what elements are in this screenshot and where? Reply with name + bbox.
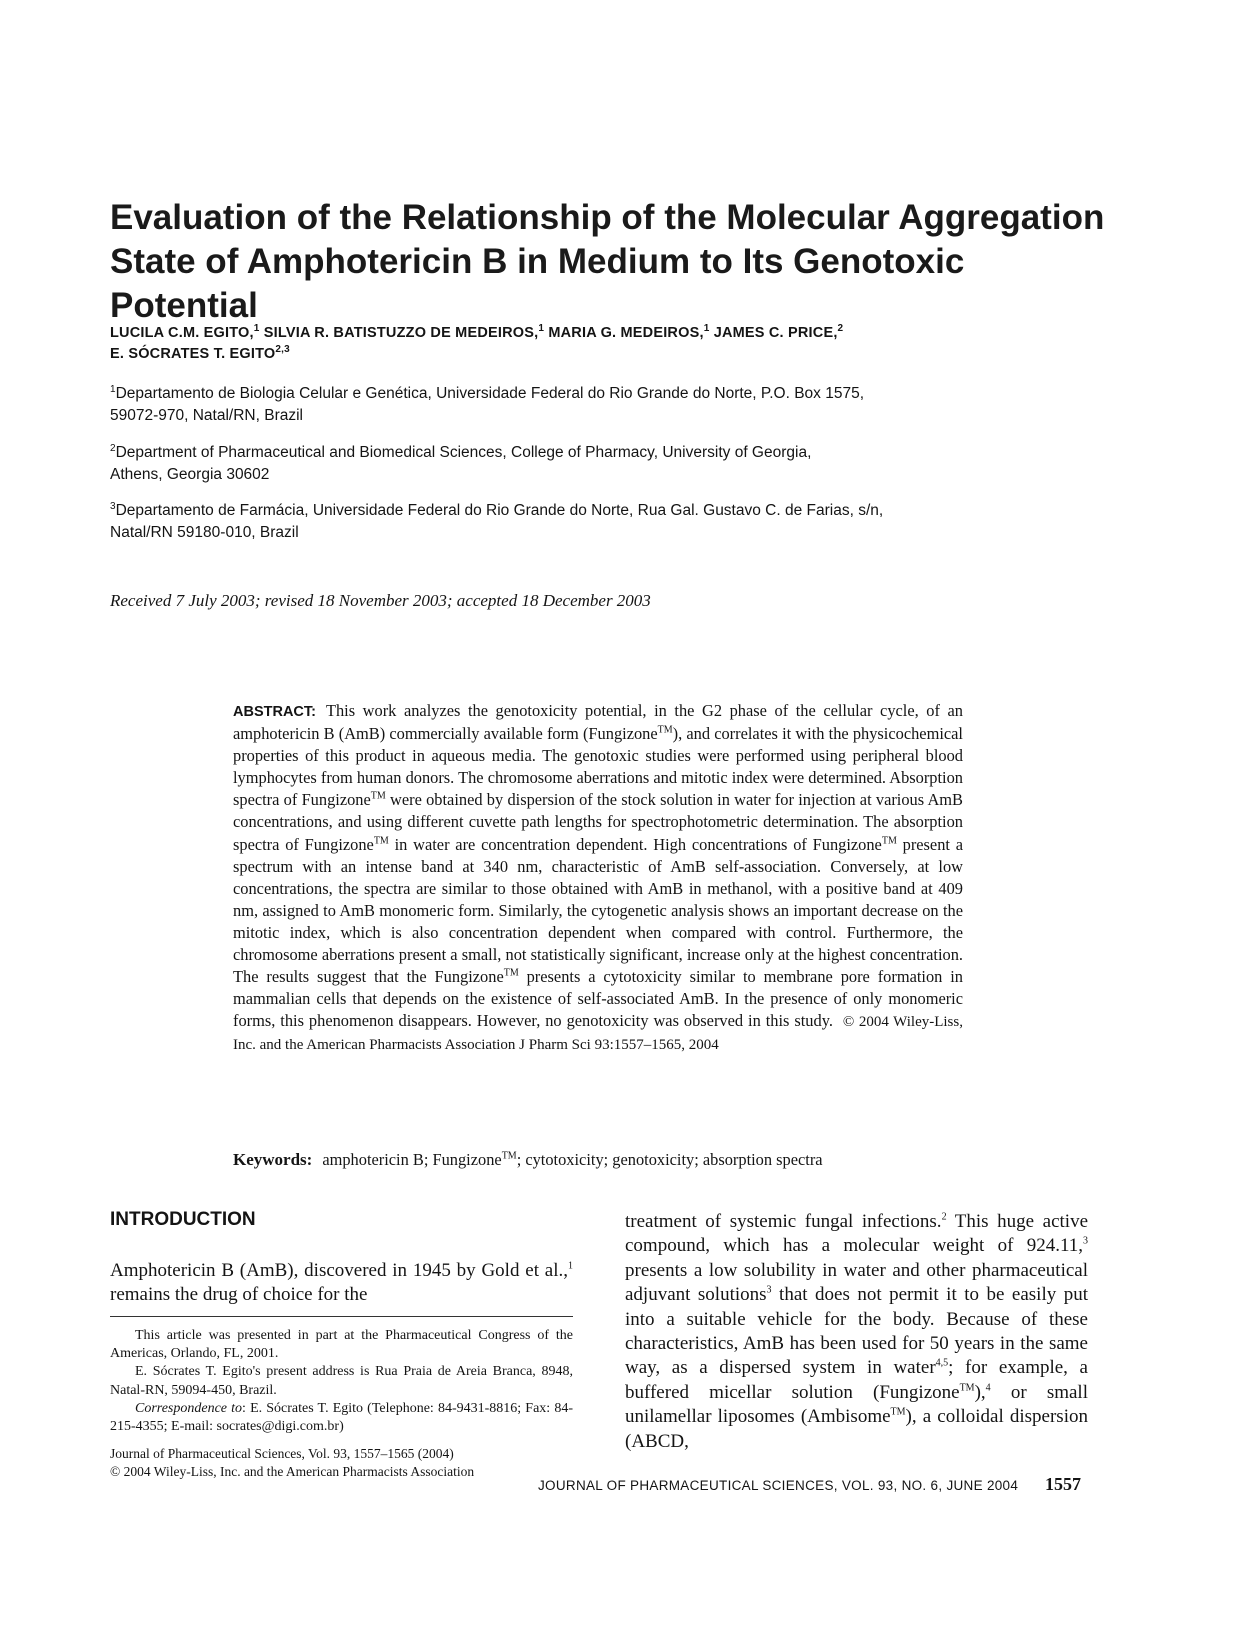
affiliation-2-marker: 2 (110, 442, 116, 454)
trademark-mark: TM (890, 1406, 906, 1418)
page-number: 1557 (1045, 1474, 1081, 1494)
intro-right-text-1: treatment of systemic fungal infections. (625, 1211, 942, 1232)
keywords (233, 1149, 963, 1171)
abstract-text-4: in water are concentration dependent. High concentrations of Fungizone (388, 834, 882, 854)
affiliation-2-line-2: Athens, Georgia 30602 (110, 466, 270, 483)
citation-ref: 4 (985, 1382, 991, 1394)
trademark-mark: TM (370, 790, 386, 802)
affiliation-2 (110, 442, 1120, 486)
abstract-text-2: ), and correlates it with the physicochemical properties of this product in aqueous media. The genotoxic studies were performed using peripheral blood lymphocytes from human donors. The chromosome aberrations and mitotic index were determined. Absorption spectra of Fungizone (233, 724, 963, 810)
affiliation-1-line-1: Departamento de Biologia Celular e Genética, Universidade Federal do Rio Grande do Norte, P.O. Box 1575, (115, 385, 865, 402)
title-line-2: State of Amphotericin B in Medium to Its Genotoxic Potential (110, 242, 965, 325)
journal-citation (110, 1445, 573, 1480)
intro-right-text-3: presents a low solubility in water and other pharmaceutical adjuvant solutions (625, 1259, 1088, 1306)
journal-copyright-line: © 2004 Wiley-Liss, Inc. and the American Pharmacists Association (110, 1463, 475, 1479)
intro-right-text-2: This huge active compound, which has a molecular weight of 924.11, (625, 1211, 1088, 1257)
footnotes (110, 1327, 573, 1436)
author-4-affil: 2 (837, 323, 844, 335)
trademark-mark: TM (959, 1382, 975, 1394)
abstract-label: ABSTRACT: (233, 704, 316, 720)
abstract-text-6: presents a cytotoxicity similar to membrane pore formation in mammalian cells that depends on the existence of self-associated AmB. In the presence of only monomeric forms, this phenomenon disappears. However, no genotoxicity was observed in this study. (233, 967, 963, 1031)
received-dates: Received 7 July 2003; revised 18 November 2003; accepted 18 December 2003 (110, 591, 651, 610)
footnote-divider (110, 1316, 573, 1317)
intro-right-text-5: ; for example, a buffered micellar solution (Fungizone (625, 1357, 1088, 1403)
affiliation-1-line-2: 59072-970, Natal/RN, Brazil (110, 407, 303, 424)
affiliation-1 (110, 383, 1120, 427)
journal-citation-line: Journal of Pharmaceutical Sciences, Vol. 93, 1557–1565 (2004) (110, 1446, 454, 1461)
author-3: MARIA G. MEDEIROS, (548, 325, 704, 341)
author-2: SILVIA R. BATISTUZZO DE MEDEIROS, (263, 325, 539, 341)
author-5-affil: 2,3 (275, 344, 290, 356)
correspondence-details: : E. Sócrates T. Egito (Telephone: 84-9431-8816; Fax: 84-215-4355; E-mail: socrates@digi.com.br) (110, 1400, 573, 1435)
author-1: LUCILA C.M. EGITO, (110, 325, 254, 341)
affiliation-3-line-2: Natal/RN 59180-010, Brazil (110, 524, 299, 541)
author-3-affil: 1 (703, 323, 710, 335)
citation-ref: 1 (568, 1260, 573, 1272)
author-2-affil: 1 (538, 323, 545, 335)
intro-right-text-8: ), a colloidal dispersion (ABCD, (625, 1406, 1088, 1452)
trademark-mark: TM (501, 1150, 517, 1162)
intro-left-column (110, 1259, 573, 1308)
running-footer: JOURNAL OF PHARMACEUTICAL SCIENCES, VOL. 93, NO. 6, JUNE 2004 (538, 1478, 1019, 1493)
trademark-mark: TM (657, 724, 673, 736)
intro-right-column (625, 1210, 1088, 1454)
footnote-correspondence (110, 1400, 573, 1436)
footnote-address: E. Sócrates T. Egito's present address is Rua Praia de Areia Branca, 8948, Natal-RN, 59094-450, Brazil. (110, 1364, 573, 1398)
intro-left-text-1: Amphotericin B (AmB), discovered in 1945 by Gold et al., (110, 1260, 568, 1281)
author-5: E. SÓCRATES T. EGITO (110, 346, 276, 362)
article-title (110, 196, 1120, 328)
abstract (233, 700, 963, 1057)
affiliation-1-marker: 1 (110, 383, 116, 395)
trademark-mark: TM (503, 967, 519, 979)
footnote-presented: This article was presented in part at the Pharmaceutical Congress of the Americas, Orlando, FL, 2001. (110, 1328, 573, 1362)
keywords-label: Keywords: (233, 1150, 313, 1169)
affiliation-3-line-1: Departamento de Farmácia, Universidade Federal do Rio Grande do Norte, Rua Gal. Gustavo C. de Farias, s/n, (115, 502, 884, 519)
affiliation-3-marker: 3 (110, 500, 116, 512)
trademark-mark: TM (373, 835, 389, 847)
citation-ref: 4,5 (935, 1358, 949, 1370)
intro-right-text-6: ), (974, 1381, 986, 1403)
citation-ref: 3 (1083, 1236, 1088, 1248)
author-1-affil: 1 (253, 323, 260, 335)
section-heading-introduction: INTRODUCTION (110, 1209, 256, 1230)
correspondence-label: Correspondence to (135, 1400, 243, 1416)
abstract-text-3: were obtained by dispersion of the stock solution in water for injection at various AmB concentrations, and using different cuvette path lengths for spectrophotometric determination. The absorption spectra of Fungizone (233, 790, 963, 854)
abstract-text-1: This work analyzes the genotoxicity potential, in the G2 phase of the cellular cycle, of an amphotericin B (AmB) commercially available form (Fungizone (233, 701, 963, 744)
affiliation-3 (110, 500, 1120, 544)
intro-right-text-4: that does not permit it to be easily put into a suitable vehicle for the body. Because of these characteristics, AmB has been used for 50 years in the same way, as a dispersed system in water (625, 1284, 1088, 1379)
trademark-mark: TM (881, 835, 897, 847)
citation-ref: 2 (941, 1211, 947, 1223)
author-list (110, 323, 1120, 365)
abstract-text-5: present a spectrum with an intense band at 340 nm, characteristic of AmB self-association. Conversely, at low concentrations, the spectra are similar to those obtained with AmB in methanol, with a positive band at 409 nm, assigned to AmB monomeric form. Similarly, the cytogenetic analysis shows an important decrease on the mitotic index, which is also concentration dependent when compared with control. Furthermore, the chromosome aberrations present a small, not statistically significant, increase only at the highest concentration. The results suggest that the Fungizone (233, 834, 964, 987)
citation-ref: 3 (766, 1284, 772, 1296)
author-4: JAMES C. PRICE, (713, 325, 838, 341)
intro-right-text-7: or small unilamellar liposomes (Ambisome (625, 1381, 1088, 1428)
abstract-copyright: © 2004 Wiley-Liss, Inc. and the American Pharmacists Association J Pharm Sci 93:1557–1565, 2004 (233, 1014, 963, 1054)
intro-left-text-2: remains the drug of choice for the (110, 1284, 368, 1306)
affiliation-2-line-1: Department of Pharmaceutical and Biomedical Sciences, College of Pharmacy, University of Georgia, (115, 444, 812, 461)
title-line-1: Evaluation of the Relationship of the Molecular Aggregation (110, 198, 1105, 237)
keywords-text-2: ; cytotoxicity; genotoxicity; absorption spectra (516, 1150, 823, 1169)
keywords-text-1: amphotericin B; Fungizone (322, 1150, 502, 1169)
